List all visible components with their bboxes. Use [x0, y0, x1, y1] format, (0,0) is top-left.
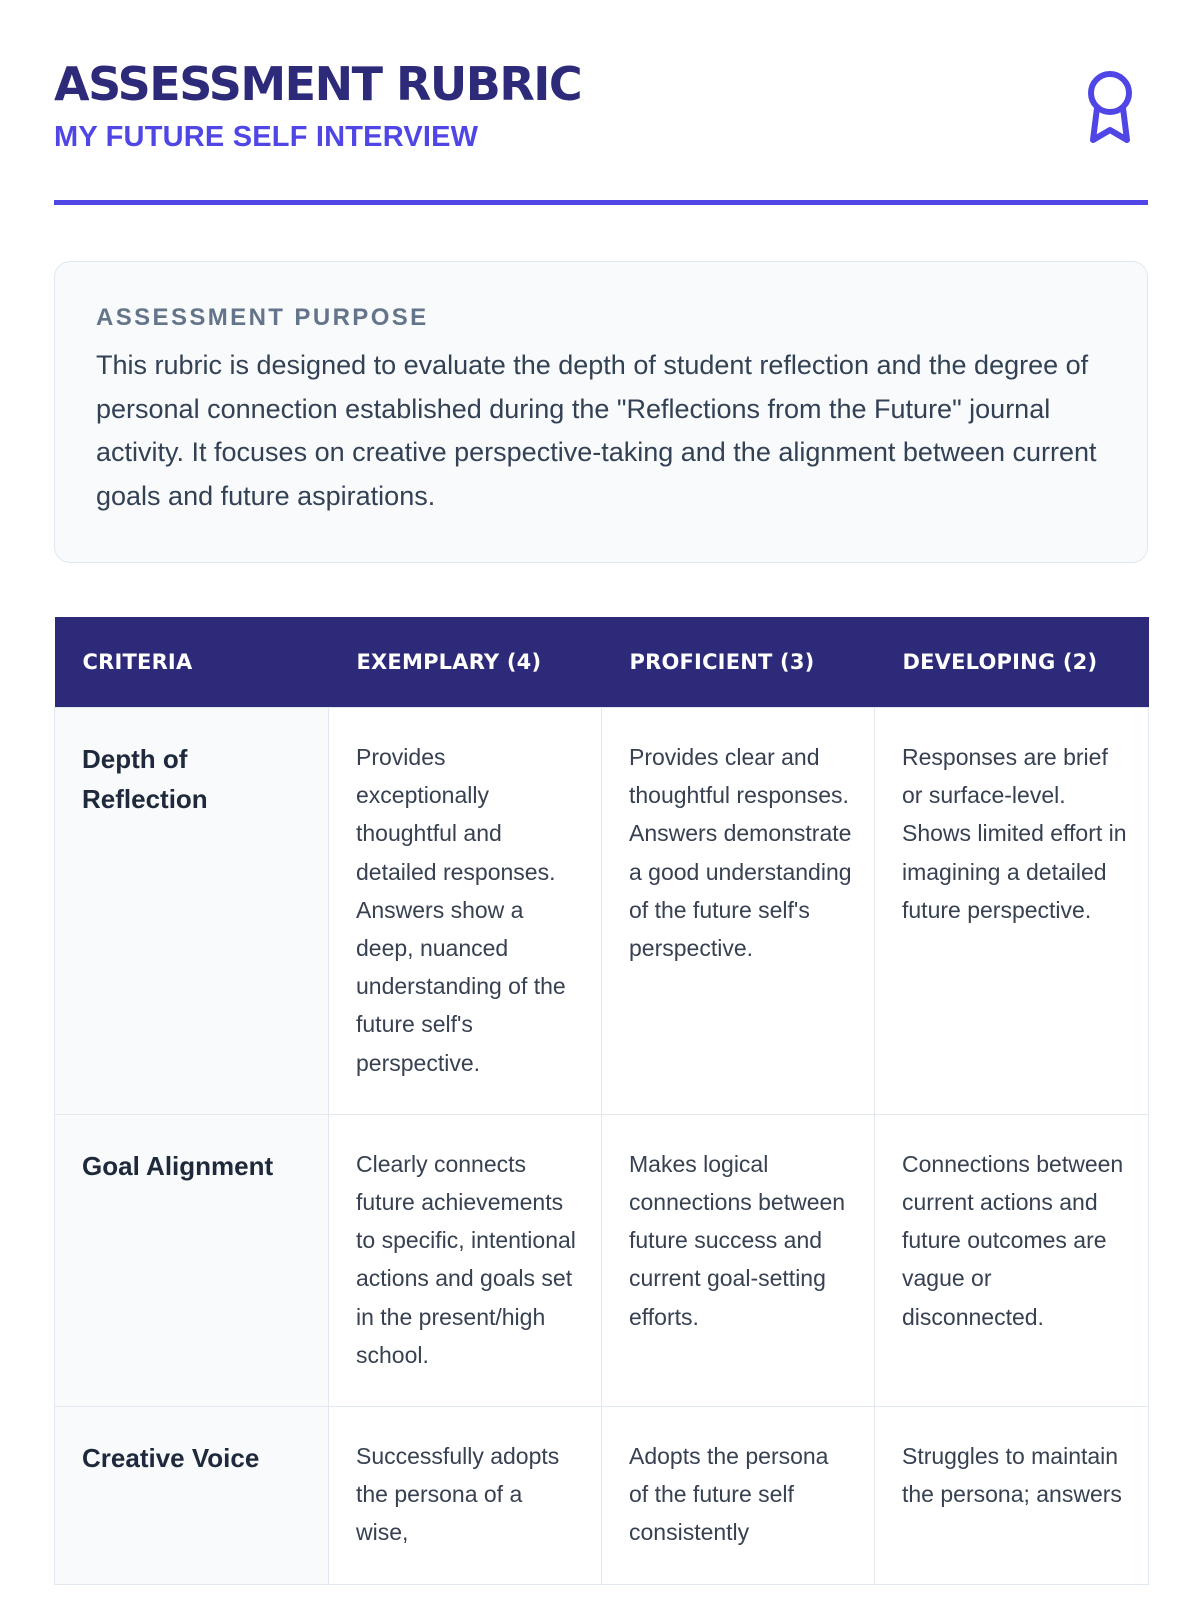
- rubric-table: [54, 617, 1149, 1585]
- proficient-cell: Adopts the persona of the future self consistently: [602, 1407, 875, 1585]
- exemplary-cell: Provides exceptionally thoughtful and detailed responses. Answers show a deep, nuanced understanding of the future self's perspective.: [329, 708, 602, 1115]
- column-header-criteria: CRITERIA: [55, 617, 329, 708]
- purpose-label: ASSESSMENT PURPOSE: [96, 304, 429, 331]
- proficient-cell: Provides clear and thoughtful responses. Answers demonstrate a good understanding of the future self's perspective.: [602, 708, 875, 1115]
- page-subtitle: MY FUTURE SELF INTERVIEW: [54, 121, 479, 153]
- rubric-page: [54, 0, 1148, 1546]
- purpose-panel: [54, 261, 1148, 563]
- page-title: ASSESSMENT RUBRIC: [54, 57, 582, 111]
- exemplary-cell: Clearly connects future achievements to specific, intentional actions and goals set in the present/high school.: [329, 1114, 602, 1406]
- table-row: [55, 1407, 1149, 1585]
- exemplary-cell: Successfully adopts the persona of a wise,: [329, 1407, 602, 1585]
- developing-cell: Connections between current actions and future outcomes are vague or disconnected.: [875, 1114, 1149, 1406]
- award-icon: [1084, 68, 1136, 146]
- header-divider: [54, 200, 1148, 205]
- column-header-exemplary: EXEMPLARY (4): [329, 617, 602, 708]
- criteria-cell: Creative Voice: [55, 1407, 329, 1585]
- developing-cell: Struggles to maintain the persona; answers: [875, 1407, 1149, 1585]
- table-row: [55, 1114, 1149, 1406]
- rubric-header-row: [55, 617, 1149, 708]
- column-header-proficient: PROFICIENT (3): [602, 617, 875, 708]
- criteria-cell: Depth of Reflection: [55, 708, 329, 1115]
- criteria-cell: Goal Alignment: [55, 1114, 329, 1406]
- purpose-text: This rubric is designed to evaluate the depth of student reflection and the degree of personal connection established during the "Reflections from the Future" journal activity. It focuses on creative perspective-taking and the alignment between current goals and future aspirations.: [96, 350, 1097, 511]
- page-header: [54, 0, 1148, 206]
- proficient-cell: Makes logical connections between future success and current goal-setting efforts.: [602, 1114, 875, 1406]
- column-header-developing: DEVELOPING (2): [875, 617, 1149, 708]
- developing-cell: Responses are brief or surface-level. Shows limited effort in imagining a detailed future perspective.: [875, 708, 1149, 1115]
- table-row: [55, 708, 1149, 1115]
